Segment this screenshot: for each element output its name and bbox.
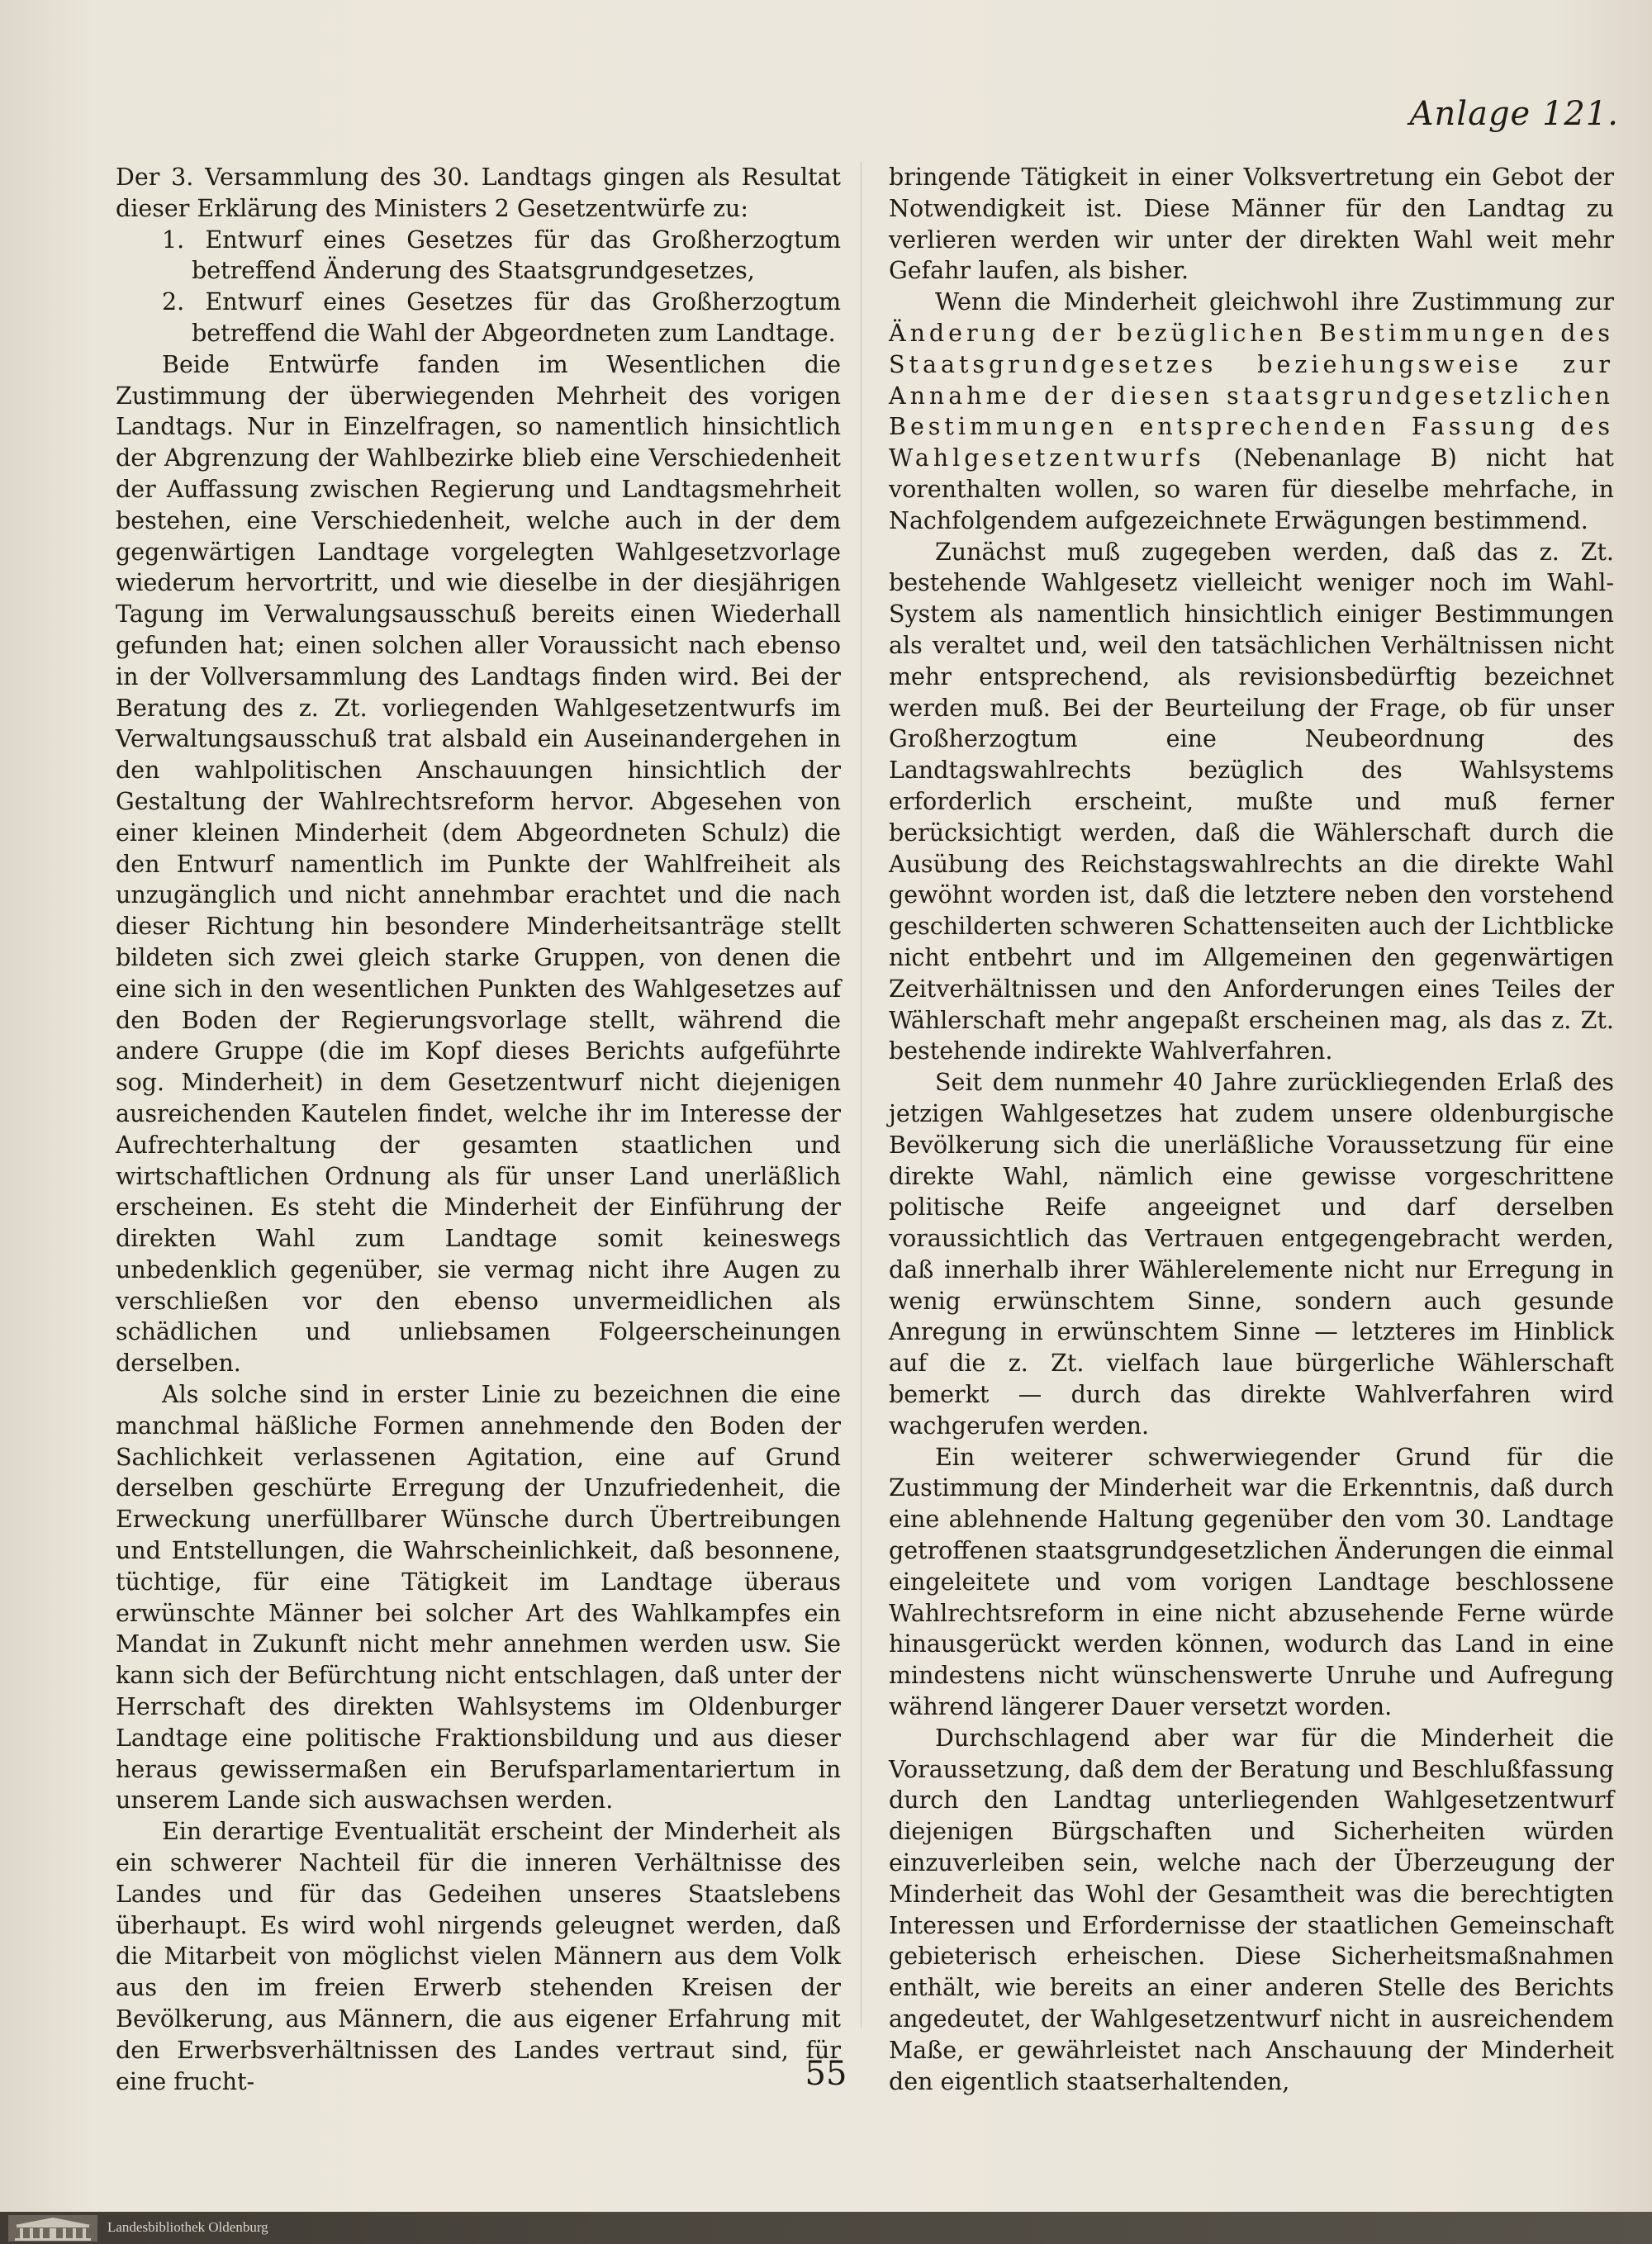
paragraph-eventualitaet: Ein derartige Eventualität erscheint der Minderheit als ein schwerer Nachteil für die inneren Verhältnisse des Landes und für das Gedeihen unseres Staatslebens überhaupt. Es wird wohl nirgends geleugnet werden, daß die Mitarbeit von möglichst vielen Männern aus dem Volk aus den im freien Erwerb stehenden Kreisen der Bevölkerung, aus Männern, die aus eigener Erfahrung mit den Erwerbsverhältnissen des Landes vertraut sind, für eine frucht- [116,1818,841,2095]
right-column [889,162,1614,2097]
paragraph-continuation: bringende Tätigkeit in einer Volksvertretung ein Gebot der Notwendigkeit ist. Diese Männer für den Landtag zu verlieren werden wir unter der direkten Wahl weit mehr Gefahr laufen, als bisher. [889,164,1614,285]
paragraph-entwuerfe: Beide Entwürfe fanden im Wesentlichen die Zustimmung der überwiegenden Mehrheit des vorigen Landtags. Nur in Einzelfragen, so namentlich hinsichtlich der Abgrenzung der Wahlbezirke blieb eine Verschiedenheit der Auffassung zwischen Regierung und Landtagsmehrheit bestehen, eine Verschiedenheit, welche auch in der dem gegenwärtigen Landtage vorgelegten Wahlgesetzvorlage wiederum hervortritt, und wie dieselbe in der diesjährigen Tagung im Verwalungsausschuß bereits einen Wiederhall gefunden hat; einen solchen aller Voraussicht nach ebenso in der Vollversammlung des Landtags finden wird. Bei der Beratung des z. Zt. vorliegenden Wahlgesetzentwurfs im Verwaltungsausschuß trat alsbald ein Auseinandergehen in den wahlpolitischen Anschauungen hinsichtlich der Gestaltung der Wahlrechtsreform hervor. Abgesehen von einer kleinen Minderheit (dem Abgeordneten Schulz) die den Entwurf namentlich im Punkte der Wahlfreiheit als unzugänglich und nicht annehmbar erachtet und die nach dieser Richtung hin besondere Minderheitsanträge stellt bildeten sich zwei gleich starke Gruppen, von denen die eine sich in den wesentlichen Punkten des Wahlgesetzes auf den Boden der Regierungsvorlage stellt, während die andere Gruppe (die im Kopf dieses Berichts aufgeführte sog. Minderheit) in dem Gesetzentwurf nicht diejenigen ausreichenden Kautelen findet, welche ihr im Interesse der Aufrechterhaltung der gesamten staatlichen und wirtschaftlichen Ordnung als für unser Land unerläßlich erscheinen. Es steht die Minderheit der Einführung der direkten Wahl zum Landtage somit keineswegs unbedenklich gegenüber, sie vermag nicht ihre Augen zu verschließen vor den ebenso unvermeidlichen als schädlichen und unliebsamen Folgeerscheinungen derselben. [116,350,841,1378]
page-number: 55 [805,2055,847,2093]
paragraph-seit-dem: Seit dem nunmehr 40 Jahre zurückliegenden Erlaß des jetzigen Wahlgesetzes hat zudem unsere oldenburgische Bevölkerung sich die unerläßliche Voraussetzung für eine direkte Wahl, nämlich eine gewisse vorgeschrittene politische Reife angeeignet und darf derselben voraussichtlich das Vertrauen entgegengebracht werden, daß innerhalb ihrer Wählerelemente nicht nur Erregung in wenig erwünschtem Sinne, sondern auch gesunde Anregung in erwünschtem Sinne — letzteres im Hinblick auf die z. Zt. vielfach laue bürgerliche Wählerschaft bemerkt — durch das direkte Wahlverfahren wird wachgerufen werden. [889,1069,1614,1440]
column-divider [861,162,862,2028]
paragraph-weiterer-grund: Ein weiterer schwerwiegender Grund für die Zustimmung der Minderheit war die Erkenntnis, daß durch eine ablehnende Haltung gegenüber den vom 30. Landtage getroffenen staatsgrundgesetzlichen Änderungen die einmal eingeleitete und vom vorigen Landtage beschlossene Wahlrechtsreform in eine nicht abzusehende Ferne würde hinausgerückt werden können, wodurch das Land in eine mindestens nicht wünschenswerte Unruhe und Aufregung während längerer Dauer versetzt worden. [889,1443,1614,1721]
paragraph-zustimmung-tail: (Nebenanlage B) nicht hat vorenthalten wollen, so waren für dieselbe mehrfache, in Nachfolgendem aufgezeichnete Erwägungen bestimmend. [889,444,1614,534]
list-item-1: 1. Entwurf eines Gesetzes für das Großherzogtum betreffend Änderung des Staatsgrundgesetzes, [162,225,841,285]
list-item-2: 2. Entwurf eines Gesetzes für das Großherzogtum betreffend die Wahl der Abgeordneten zum Landtage. [162,288,841,347]
left-column [116,162,841,2097]
paragraph-zustimmung [889,287,1614,536]
intro-paragraph: Der 3. Versammlung des 30. Landtags gingen als Resultat dieser Erklärung des Ministers 2 Gesetzentwürfe zu: [116,164,841,222]
library-building-icon [8,2215,97,2242]
library-name: Landesbibliothek Oldenburg [107,2219,268,2235]
annex-label: Anlage 121. [1409,95,1619,133]
paragraph-als-solche: Als solche sind in erster Linie zu bezeichnen die eine manchmal häßliche Formen annehmende den Boden der Sachlichkeit verlassenen Agitation, eine auf Grund derselben geschürte Erregung der Unzufriedenheit, die Erweckung unerfüllbarer Wünsche durch Übertreibungen und Entstellungen, die Wahrscheinlichkeit, daß besonnene, tüchtige, für eine Tätigkeit im Landtage überaus erwünschte Männer bei solcher Art des Wahlkampfes ein Mandat in Zukunft nicht mehr annehmen werden usw. Sie kann sich der Befürchtung nicht entschlagen, daß unter der Herrschaft des direkten Wahlsystems im Oldenburger Landtage eine politische Fraktionsbildung und aus dieser heraus gewissermaßen ein Berufsparlamentariertum in unserem Lande sich auswachsen werden. [116,1381,841,1815]
paragraph-zunaechst: Zunächst muß zugegeben werden, daß das z. Zt. bestehende Wahlgesetz vielleicht weniger noch im Wahl-System als namentlich hinsichtlich einiger Bestimmungen als veraltet und, weil den tatsächlichen Verhältnissen nicht mehr entsprechend, als revisionsbedürftig bezeichnet werden muß. Bei der Beurteilung der Frage, ob für unser Großherzogtum eine Neubeordnung des Landtagswahlrechts bezüglich des Wahlsystems erforderlich erscheint, mußte und muß ferner berücksichtigt werden, daß die Wählerschaft durch die Ausübung des Reichstagswahlrechts an die direkte Wahl gewöhnt worden ist, daß die letztere neben den vorstehend geschilderten schweren Schattenseiten auch der Lichtblicke nicht entbehrt und im Allgemeinen den gegenwärtigen Zeitverhältnissen und den Anforderungen eines Teiles der Wählerschaft mehr angepaßt erscheinen mag, als das z. Zt. bestehende indirekte Wahlverfahren. [889,538,1614,1065]
paragraph-zustimmung-lead: Wenn die Minderheit gleichwohl ihre Zustimmung zur [935,288,1614,316]
library-footer-bar [0,2212,1652,2244]
paragraph-durchschlagend: Durchschlagend aber war für die Minderheit die Voraussetzung, daß dem der Beratung und Beschlußfassung durch den Landtag unterliegenden Wahlgesetzentwurf diejenigen Bürgschaften und Sicherheiten würden einzuverleiben sein, welche nach der Überzeugung der Minderheit das Wohl der Gesamtheit was die berechtigten Interessen und Erfordernisse der staatlichen Gemeinschaft gebieterisch erheischen. Diese Sicherheitsmaßnahmen enthält, wie bereits an einer anderen Stelle des Berichts angedeutet, der Wahlgesetzentwurf nicht in ausreichendem Maße, er gewährleistet nach Anschauung der Minderheit den eigentlich staatserhaltenden, [889,1724,1614,2095]
paragraph-zustimmung-emphasis: Änderung der bezüglichen Bestimmungen des Staatsgrundgesetzes beziehungsweise zur Annahme der diesen staatsgrundgesetzlichen Bestimmungen entsprechenden Fassung des Wahlgesetzentwurfs [889,319,1614,472]
